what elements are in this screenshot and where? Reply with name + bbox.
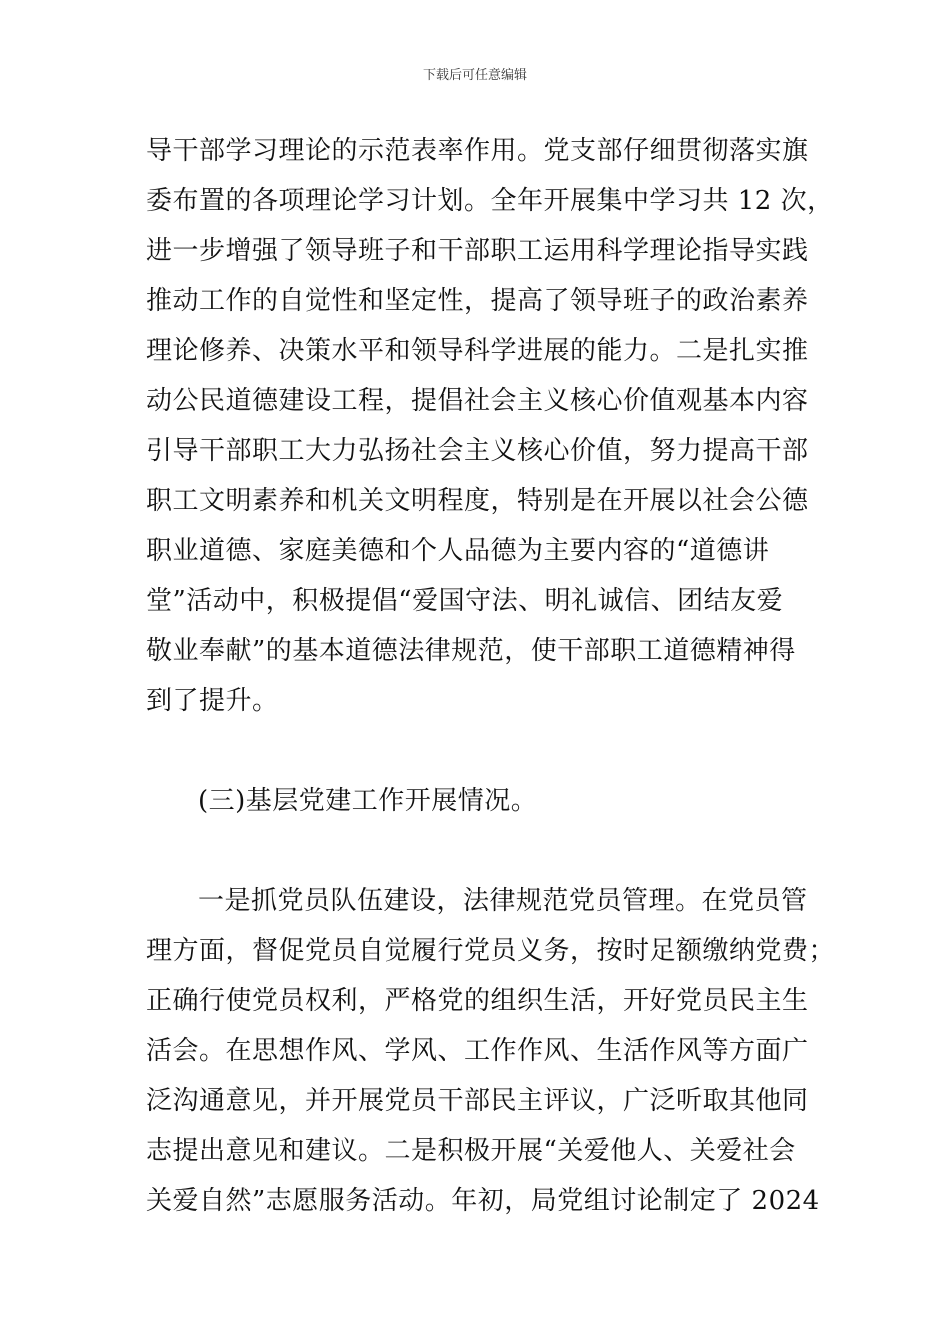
section-heading: (三)基层党建工作开展情况。 <box>198 786 538 816</box>
text-line: 动公民道德建设工程，提倡社会主义核心价值观基本内容 <box>146 386 809 416</box>
text-line: 正确行使党员权利，严格党的组织生活，开好党员民主生 <box>146 986 809 1016</box>
text-line: 理方面，督促党员自觉履行党员义务，按时足额缴纳党费； <box>146 936 836 966</box>
text-line: 委布置的各项理论学习计划。全年开展集中学习共 12 次， <box>146 186 834 216</box>
text-line: 职业道德、家庭美德和个人品德为主要内容的“道德讲 <box>146 536 770 566</box>
text-line: 一是抓党员队伍建设，法律规范党员管理。在党员管 <box>198 886 808 916</box>
text-line: 泛沟通意见，并开展党员干部民主评议，广泛听取其他同 <box>146 1086 809 1116</box>
document-body <box>146 126 836 1226</box>
text-line: 理论修养、决策水平和领导科学进展的能力。二是扎实推 <box>146 336 809 366</box>
text-line: 进一步增强了领导班子和干部职工运用科学理论指导实践 <box>146 236 809 266</box>
paragraph-spacer <box>146 726 814 776</box>
paragraph-theory-study <box>146 126 834 726</box>
page-header: 下载后可任意编辑 <box>422 68 527 83</box>
text-line: 志提出意见和建议。二是积极开展“关爱他人、关爱社会 <box>146 1136 796 1166</box>
text-line: 职工文明素养和机关文明程度，特别是在开展以社会公德 <box>146 486 809 516</box>
text-line: 推动工作的自觉性和坚定性，提高了领导班子的政治素养 <box>146 286 809 316</box>
text-line: 敬业奉献”的基本道德法律规范，使干部职工道德精神得 <box>146 636 796 666</box>
text-line: 活会。在思想作风、学风、工作作风、生活作风等方面广 <box>146 1036 809 1066</box>
paragraph-spacer <box>146 826 814 876</box>
text-line: 导干部学习理论的示范表率作用。党支部仔细贯彻落实旗 <box>146 136 809 166</box>
paragraph-party-building <box>146 876 836 1226</box>
text-line: 堂”活动中，积极提倡“爱国守法、明礼诚信、团结友爱 <box>146 586 784 616</box>
text-line: 到了提升。 <box>146 686 279 716</box>
text-line: 关爱自然”志愿服务活动。年初，局党组讨论制定了 2024 <box>146 1186 820 1216</box>
text-line: 引导干部职工大力弘扬社会主义核心价值，努力提高干部 <box>146 436 809 466</box>
